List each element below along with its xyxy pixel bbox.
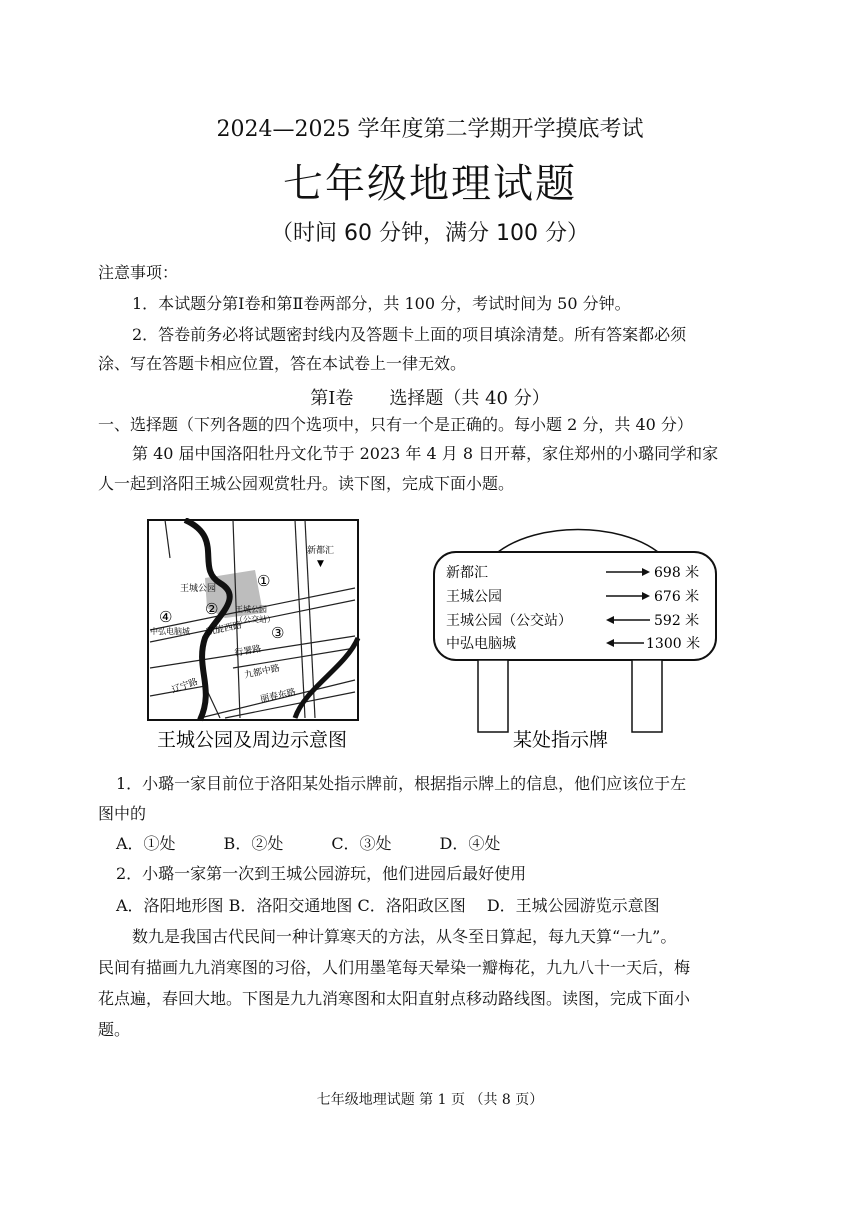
map-marker-3: ③ [271, 624, 285, 642]
sign-row-1-distance: 698 米 [654, 565, 700, 581]
passage1-line1: 第 40 届中国洛阳牡丹文化节于 2023 年 4 月 8 日开幕，家住郑州的小璐同学和家 [132, 444, 719, 463]
direction-sign [428, 528, 723, 758]
q1-stem-a: 1．小璐一家目前位于洛阳某处指示牌前，根据指示牌上的信息，他们应该位于左 [116, 774, 687, 793]
notice-item-2b: 涂、写在答题卡相应位置，答在本试卷上一律无效。 [98, 354, 467, 373]
sign-row-3-name: 王城公园（公交站） [446, 613, 572, 629]
passage2-line3: 花点遍，春回大地。下图是九九消寒图和太阳直射点移动路线图。读图，完成下面小 [98, 989, 691, 1008]
map-label-jiudu: 九都中路 [243, 663, 281, 681]
notice-item-2a: 2．答卷前务必将试题密封线内及答题卡上面的项目填涂清楚。所有答案都必须 [132, 325, 687, 344]
q2-options: A．洛阳地形图 B．洛阳交通地图 C．洛阳政区图 D．王城公园游览示意图 [116, 896, 660, 915]
map-label-kaixuan: 凯旋西路 [205, 620, 243, 638]
map-label-xinduhui: 新都汇 [307, 546, 335, 556]
sign-row-4-name: 中弘电脑城 [446, 636, 516, 652]
sign-caption: 某处指示牌 [513, 729, 609, 751]
map-marker-1: ① [257, 572, 271, 590]
map-label-bus-stop-1: 王城公园 [235, 605, 267, 614]
exam-title: 七年级地理试题 [283, 161, 577, 207]
map-label-lichun: 丽春东路 [259, 687, 297, 705]
map-marker-2: ② [205, 600, 219, 618]
q1-options: A．①处 B．②处 C．③处 D．④处 [116, 834, 501, 853]
notice-label: 注意事项： [98, 263, 179, 282]
sign-row-1-name: 新都汇 [446, 565, 488, 581]
map-label-liaoning: 辽宁路 [170, 677, 200, 696]
page-footer: 七年级地理试题 第 1 页 （共 8 页） [316, 1092, 544, 1108]
map-label-bus-stop-2: （公交站） [235, 615, 275, 624]
map-label-zhonghong: 中弘电脑城 [150, 627, 190, 636]
sign-row-4-distance: 1300 米 [646, 636, 701, 652]
map-marker-4: ④ [159, 608, 173, 626]
map-label-xingshu: 行署路 [233, 644, 263, 659]
passage2-line1: 数九是我国古代民间一种计算寒天的方法，从冬至日算起，每九天算“一九”。 [132, 927, 677, 946]
q1-stem-b: 图中的 [98, 804, 147, 823]
passage2-line2: 民间有描画九九消寒图的习俗，人们用墨笔每天晕染一瓣梅花，九九八十一天后，梅 [98, 958, 691, 977]
section-title: 第Ⅰ卷 选择题（共 40 分） [310, 388, 550, 409]
passage1-line2: 人一起到洛阳王城公园观赏牡丹。读下图，完成下面小题。 [98, 474, 515, 493]
map-label-park: 王城公园 [180, 584, 217, 594]
map-caption: 王城公园及周边示意图 [157, 729, 348, 751]
passage2-line4: 题。 [98, 1020, 131, 1039]
wangcheng-park-map [145, 518, 375, 758]
sign-row-2-distance: 676 米 [654, 589, 700, 605]
section-instruction: 一、选择题（下列各题的四个选项中，只有一个是正确的。每小题 2 分，共 40 分） [98, 415, 693, 434]
sign-row-2-name: 王城公园 [446, 589, 502, 605]
exam-subtitle: （时间 60 分钟，满分 100 分） [271, 221, 589, 246]
sign-row-3-distance: 592 米 [654, 613, 700, 629]
exam-header: 2024—2025 学年度第二学期开学摸底考试 [216, 117, 644, 142]
q2-stem: 2．小璐一家第一次到王城公园游玩，他们进园后最好使用 [116, 864, 527, 883]
notice-item-1: 1．本试题分第Ⅰ卷和第Ⅱ卷两部分，共 100 分，考试时间为 50 分钟。 [132, 294, 631, 313]
xinduhui-marker: ▼ [317, 559, 324, 569]
